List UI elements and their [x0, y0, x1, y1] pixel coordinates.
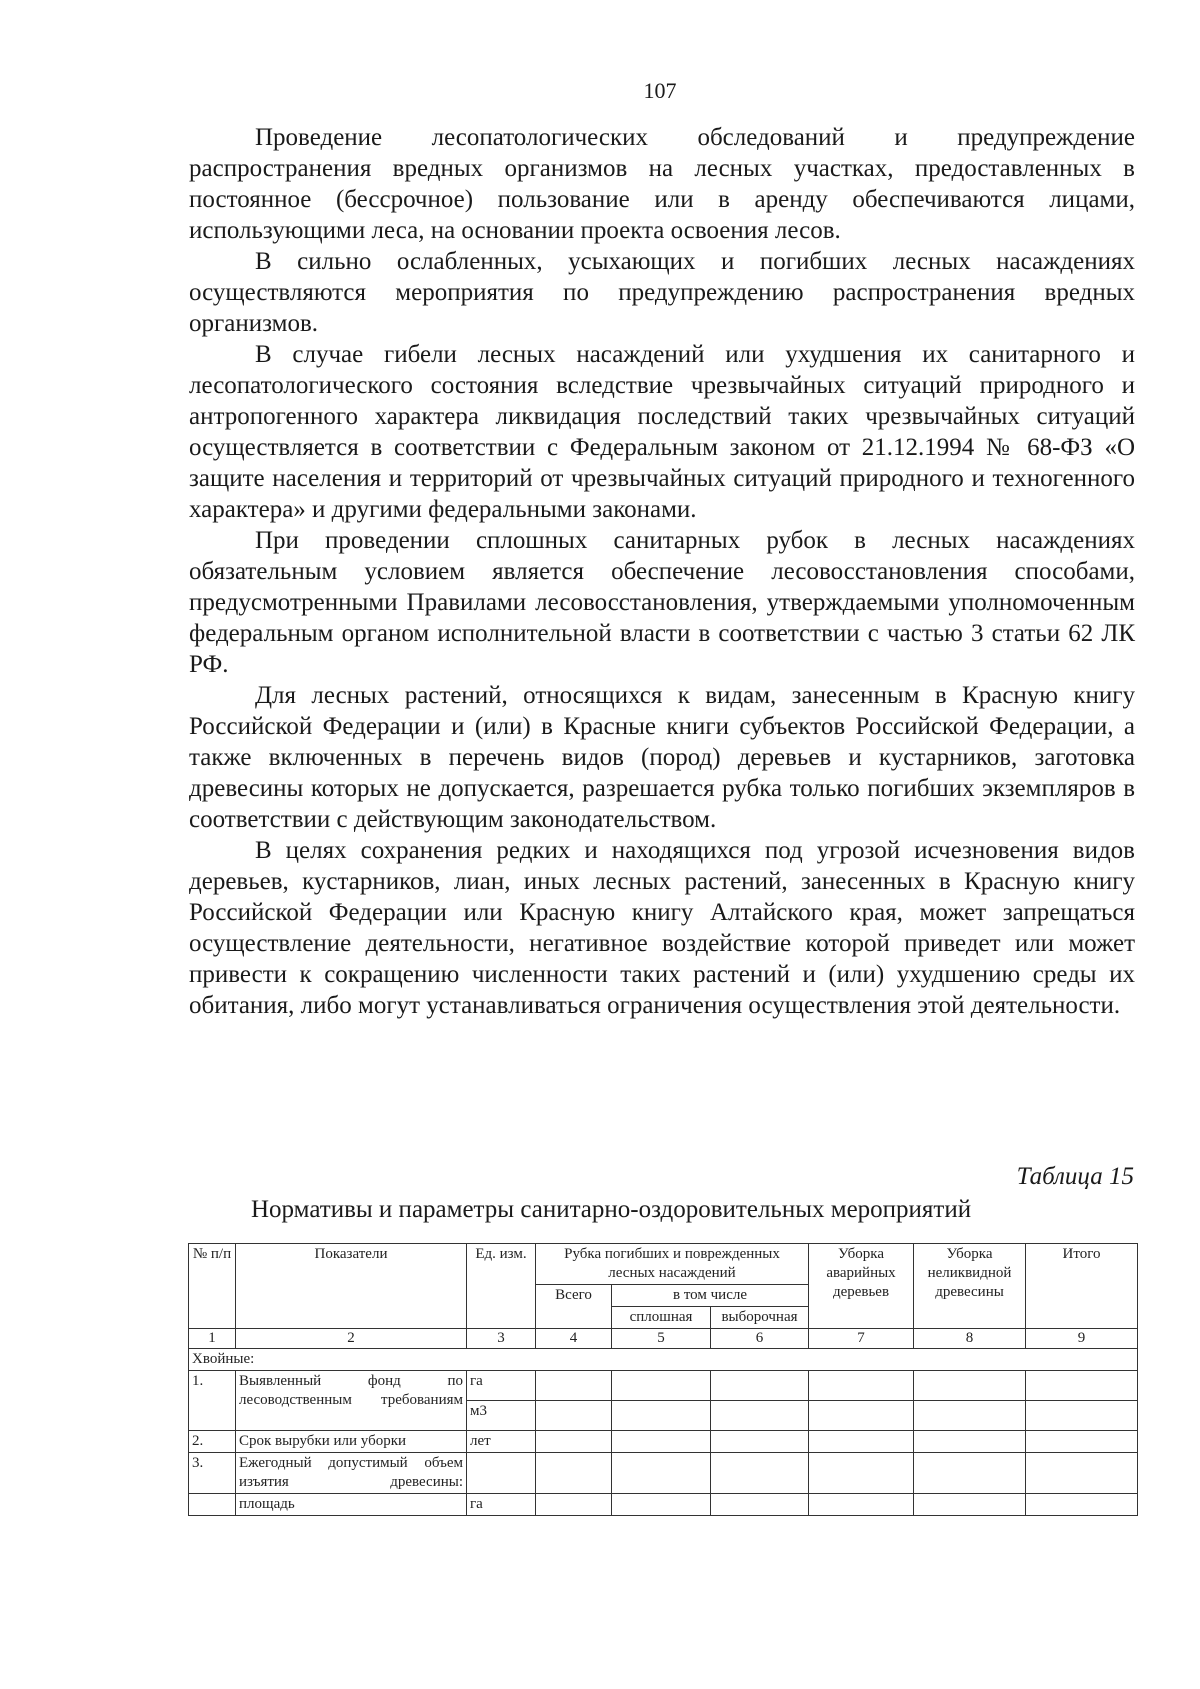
- group-label: Хвойные:: [189, 1349, 1138, 1371]
- paragraph-1: Проведение лесопатологических обследований и предупреждение распространения вредных организмов на лесных участках, предоставленных в постоянное (бессрочное) пользование или в аренду обеспечиваются лицами, использующими леса, на основании проекта освоения лесов.: [189, 124, 1135, 244]
- row-indicator: площадь: [236, 1494, 467, 1516]
- col-number: 6: [711, 1329, 809, 1349]
- cell: [189, 1494, 236, 1516]
- col-number: 4: [536, 1329, 612, 1349]
- cell: [914, 1453, 1026, 1494]
- cell: [711, 1494, 809, 1516]
- group-row-conifers: [189, 1349, 1138, 1371]
- cell: [612, 1371, 711, 1401]
- header-indicator: Показатели: [236, 1244, 467, 1329]
- cell: [612, 1453, 711, 1494]
- cell: [612, 1401, 711, 1431]
- cell: [467, 1453, 536, 1494]
- cell: [809, 1431, 914, 1453]
- cell: [1026, 1401, 1138, 1431]
- paragraph-3: В случае гибели лесных насаждений или ухудшения их санитарного и лесопатологического состояния вследствие чрезвычайных ситуаций природного и антропогенного характера ликвидация последствий таких чрезвычайных ситуаций осуществляется в соответствии с Федеральным законом от 21.12.1994 № 68-ФЗ «О защите населения и территорий от чрезвычайных ситуаций природного и техногенного характера» и другими федеральными законами.: [189, 341, 1135, 523]
- cell: [1026, 1371, 1138, 1401]
- cell: [711, 1401, 809, 1431]
- cell: [1026, 1453, 1138, 1494]
- cell: [711, 1431, 809, 1453]
- cell: [1026, 1431, 1138, 1453]
- row-indicator: Выявленный фонд по лесоводственным требованиям: [236, 1371, 467, 1431]
- row-unit: м3: [467, 1401, 536, 1431]
- table-label: Таблица 15: [1016, 1163, 1134, 1190]
- cell: [809, 1494, 914, 1516]
- row-unit: лет: [467, 1431, 536, 1453]
- paragraph-6: В целях сохранения редких и находящихся под угрозой исчезновения видов деревьев, кустарников, лиан, иных лесных растений, занесенных в Красную книгу Российской Федерации или Красную книгу Алтайского края, может запрещаться осуществление деятельности, негативное воздействие которой приведет или может привести к сокращению численности таких растений и (или) ухудшению среды их обитания, либо могут устанавливаться ограничения осуществления этой деятельности.: [189, 837, 1135, 1019]
- col-number: 2: [236, 1329, 467, 1349]
- col-number: 3: [467, 1329, 536, 1349]
- header-selective: выборочная: [711, 1307, 809, 1329]
- col-number: 8: [914, 1329, 1026, 1349]
- page-number: 107: [643, 78, 677, 103]
- cell: [536, 1401, 612, 1431]
- paragraph-5: Для лесных растений, относящихся к видам, занесенным в Красную книгу Российской Федерации и (или) в Красные книги субъектов Российской Федерации, а также включенных в перечень видов (пород) деревьев и кустарников, заготовка древесины которых не допускается, разрешается рубка только погибших экземпляров в соответствии с действующим законодательством.: [189, 682, 1135, 833]
- body-text: [189, 122, 1135, 1021]
- cell: [914, 1494, 1026, 1516]
- table-title: Нормативы и параметры санитарно-оздоровительных мероприятий: [251, 1196, 972, 1223]
- cell: [914, 1371, 1026, 1401]
- cell: [711, 1453, 809, 1494]
- table-row: [189, 1494, 1138, 1516]
- table-row: [189, 1453, 1138, 1494]
- cell: [536, 1494, 612, 1516]
- col-number: 1: [189, 1329, 236, 1349]
- norms-table: [188, 1243, 1138, 1516]
- cell: [809, 1453, 914, 1494]
- column-numbers-row: [189, 1329, 1138, 1349]
- row-indicator: Срок вырубки или уборки: [236, 1431, 467, 1453]
- header-illiquid: Уборка неликвидной древесины: [914, 1244, 1026, 1329]
- header-unit: Ед. изм.: [467, 1244, 536, 1329]
- cell: [809, 1371, 914, 1401]
- cell: [536, 1453, 612, 1494]
- row-indicator: Ежегодный допустимый объем изъятия древесины:: [236, 1453, 467, 1494]
- col-number: 7: [809, 1329, 914, 1349]
- paragraph-4: При проведении сплошных санитарных рубок в лесных насаждениях обязательным условием является обеспечение лесовосстановления способами, предусмотренными Правилами лесовосстановления, утверждаемыми уполномоченным федеральным органом исполнительной власти в соответствии с частью 3 статьи 62 ЛК РФ.: [189, 527, 1135, 678]
- cell: [1026, 1494, 1138, 1516]
- row-unit: га: [467, 1494, 536, 1516]
- header-num: № п/п: [189, 1244, 236, 1329]
- cell: [536, 1431, 612, 1453]
- header-felling: Рубка погибших и поврежденных лесных насаждений: [536, 1244, 809, 1285]
- table-row: [189, 1371, 1138, 1401]
- cell: [914, 1431, 1026, 1453]
- header-total: Всего: [536, 1285, 612, 1329]
- cell: [612, 1431, 711, 1453]
- header-sum: Итого: [1026, 1244, 1138, 1329]
- header-row-1: [189, 1244, 1138, 1285]
- row-num: 1.: [189, 1371, 236, 1431]
- header-emergency: Уборка аварийных деревьев: [809, 1244, 914, 1329]
- row-num: 2.: [189, 1431, 236, 1453]
- table-row: [189, 1431, 1138, 1453]
- cell: [914, 1401, 1026, 1431]
- cell: [612, 1494, 711, 1516]
- cell: [536, 1371, 612, 1401]
- header-including: в том числе: [612, 1285, 809, 1307]
- col-number: 9: [1026, 1329, 1138, 1349]
- row-unit: га: [467, 1371, 536, 1401]
- cell: [711, 1371, 809, 1401]
- cell: [809, 1401, 914, 1431]
- row-num: 3.: [189, 1453, 236, 1494]
- paragraph-2: В сильно ослабленных, усыхающих и погибших лесных насаждениях осуществляются мероприятия по предупреждению распространения вредных организмов.: [189, 248, 1135, 337]
- col-number: 5: [612, 1329, 711, 1349]
- header-clear: сплошная: [612, 1307, 711, 1329]
